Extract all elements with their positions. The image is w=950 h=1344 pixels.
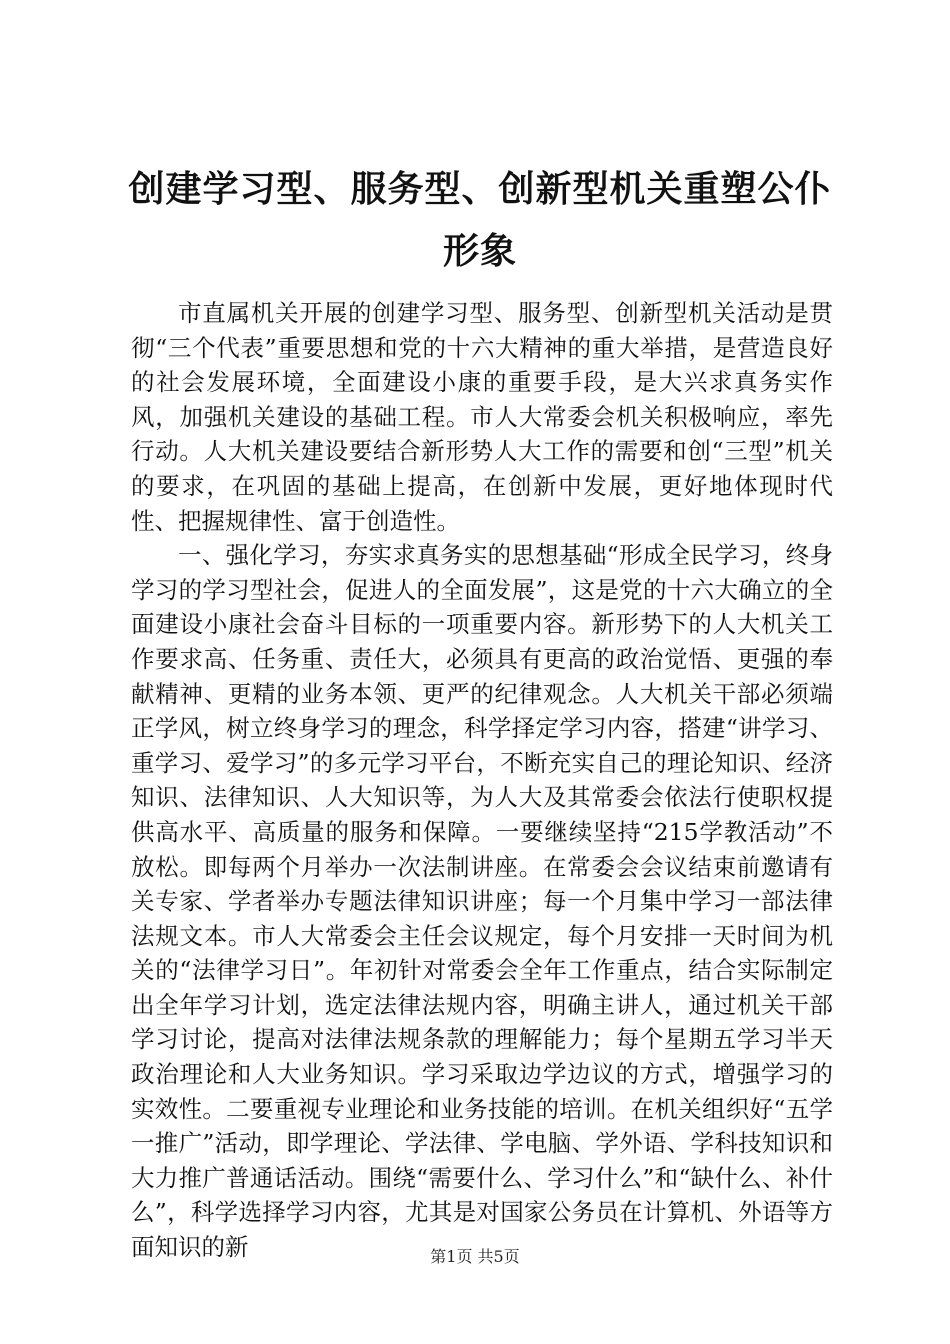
page-number: 第1页 共5页 <box>430 1247 520 1266</box>
document-body <box>131 296 833 1265</box>
paragraph-section-one: 一、强化学习，夯实求真务实的思想基础“形成全民学习，终身学习的学习型社会，促进人的全面发展”，这是党的十六大确立的全面建设小康社会奋斗目标的一项重要内容。新形势下的人大机关工作要求高、任务重、责任大，必须具有更高的政治觉悟、更强的奉献精神、更精的业务本领、更严的纪律观念。人大机关干部必须端正学风，树立终身学习的理念，科学择定学习内容，搭建“讲学习、重学习、爱学习”的多元学习平台，不断充实自己的理论知识、经济知识、法律知识、人大知识等，为人大及其常委会依法行使职权提供高水平、高质量的服务和保障。一要继续坚持“215学教活动”不放松。即每两个月举办一次法制讲座。在常委会会议结束前邀请有关专家、学者举办专题法律知识讲座；每一个月集中学习一部法律法规文本。市人大常委会主任会议规定，每个月安排一天时间为机关的“法律学习日”。年初针对常委会全年工作重点，结合实际制定出全年学习计划，选定法律法规内容，明确主讲人，通过机关干部学习讨论，提高对法律法规条款的理解能力；每个星期五学习半天政治理论和人大业务知识。学习采取边学边议的方式，增强学习的实效性。二要重视专业理论和业务技能的培训。在机关组织好“五学一推广”活动，即学理论、学法律、学电脑、学外语、学科技知识和大力推广普通话活动。围绕“需要什么、学习什么”和“缺什么、补什么”，科学选择学习内容，尤其是对国家公务员在计算机、外语等方面知识的新 <box>131 541 833 1262</box>
document-title: 创建学习型、服务型、创新型机关重塑公仆形象 <box>128 168 832 272</box>
paragraph-intro: 市直属机关开展的创建学习型、服务型、创新型机关活动是贯彻“三个代表”重要思想和党的十六大精神的重大举措，是营造良好的社会发展环境，全面建设小康的重要手段，是大兴求真务实作风，加强机关建设的基础工程。市人大常委会机关积极响应，率先行动。人大机关建设要结合新形势人大工作的需要和创“三型”机关的要求，在巩固的基础上提高，在创新中发展，更好地体现时代性、把握规律性、富于创造性。 <box>131 299 833 535</box>
